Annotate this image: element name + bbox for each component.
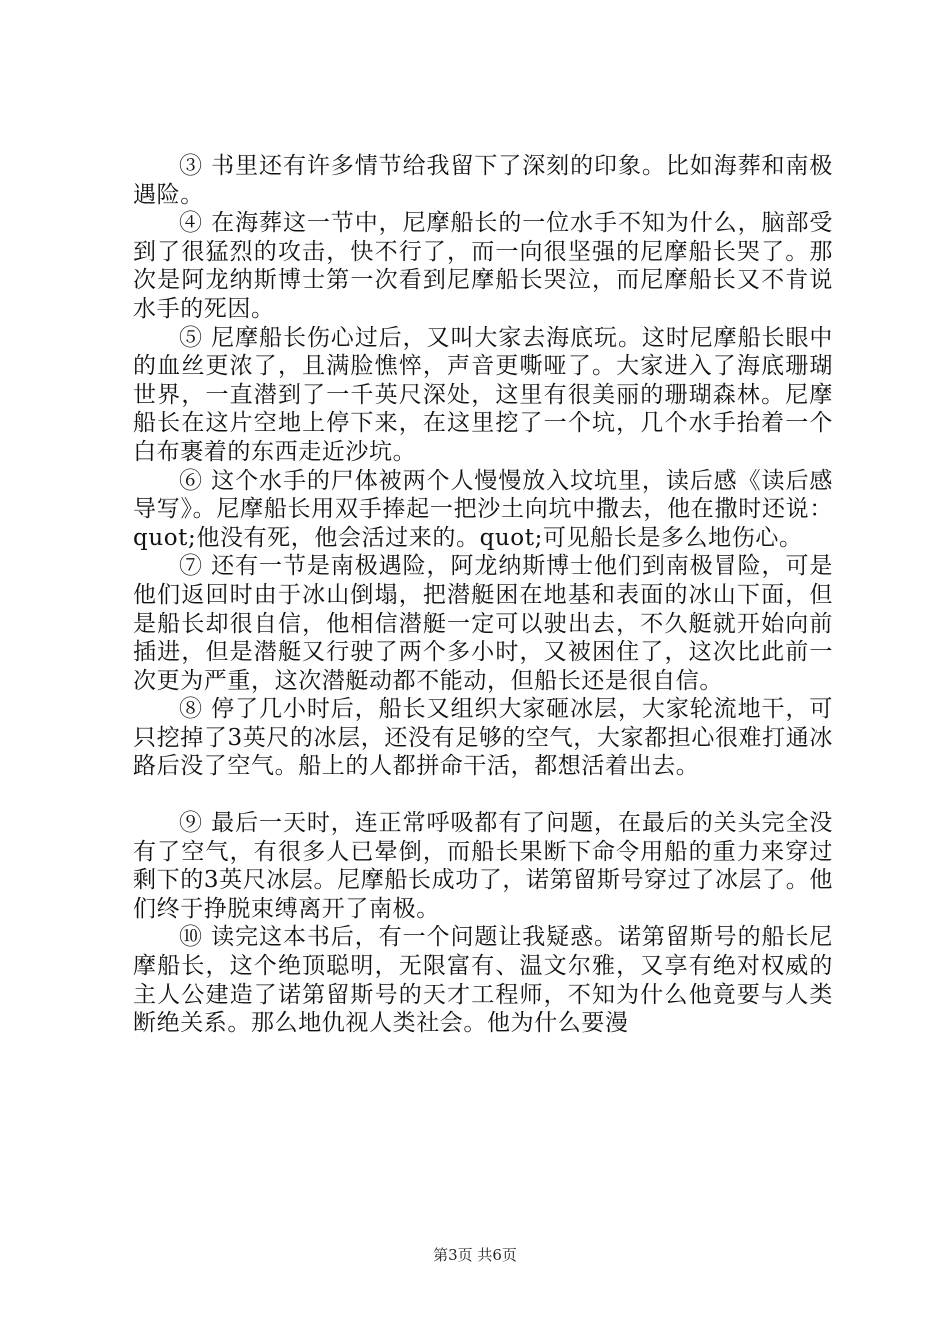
paragraph-4: ④ 在海葬这一节中，尼摩船长的一位水手不知为什么，脑部受到了很猛烈的攻击，快不行了，而一向很坚强的尼摩船长哭了。那次是阿龙纳斯博士第一次看到尼摩船长哭泣，而尼摩船长又不肯说水手的死因。	[133, 210, 833, 322]
paragraph-8: ⑧ 停了几小时后，船长又组织大家砸冰层，大家轮流地干，可只挖掉了3英尺的冰层，还没有足够的空气，大家都担心很难打通冰路后没了空气。船上的人都拼命干活，都想活着出去。	[133, 696, 833, 780]
paragraph-10: ⑩ 读完这本书后，有一个问题让我疑惑。诺第留斯号的船长尼摩船长，这个绝顶聪明，无限富有、温文尔雅，又享有绝对权威的主人公建造了诺第留斯号的天才工程师，不知为什么他竟要与人类断绝关系。那么地仇视人类社会。他为什么要漫	[133, 924, 833, 1037]
paragraph-9: ⑨ 最后一天时，连正常呼吸都有了问题，在最后的关头完全没有了空气，有很多人已晕倒，而船长果断下命令用船的重力来穿过剩下的3英尺冰层。尼摩船长成功了，诺第留斯号穿过了冰层了。他们终于挣脱束缚离开了南极。	[133, 810, 833, 922]
paragraph-5: ⑤ 尼摩船长伤心过后，又叫大家去海底玩。这时尼摩船长眼中的血丝更浓了，且满脸憔悴，声音更嘶哑了。大家进入了海底珊瑚世界，一直潜到了一千英尺深处，这里有很美丽的珊瑚森林。尼摩船长在这片空地上停下来，在这里挖了一个坑，几个水手抬着一个白布裹着的东西走近沙坑。	[133, 324, 833, 465]
paragraph-7: ⑦ 还有一节是南极遇险，阿龙纳斯博士他们到南极冒险，可是他们返回时由于冰山倒塌，把潜艇困在地基和表面的冰山下面，但是船长却很自信，他相信潜艇一定可以驶出去，不久艇就开始向前插进，但是潜艇又行驶了两个多小时，又被困住了，这次比此前一次更为严重，这次潜艇动都不能动，但船长还是很自信。	[133, 553, 833, 694]
page-number-footer: 第3页 共6页	[433, 1246, 517, 1264]
paragraph-3: ③ 书里还有许多情节给我留下了深刻的印象。比如海葬和南极遇险。	[133, 153, 833, 208]
document-body	[133, 152, 833, 1038]
paragraph-6: ⑥ 这个水手的尸体被两个人慢慢放入坟坑里，读后感《读后感导写》。尼摩船长用双手捧起一把沙土向坑中撒去，他在撒时还说：quot;他没有死，他会活过来的。quot;可见船长是多么地伤心。	[133, 467, 833, 551]
